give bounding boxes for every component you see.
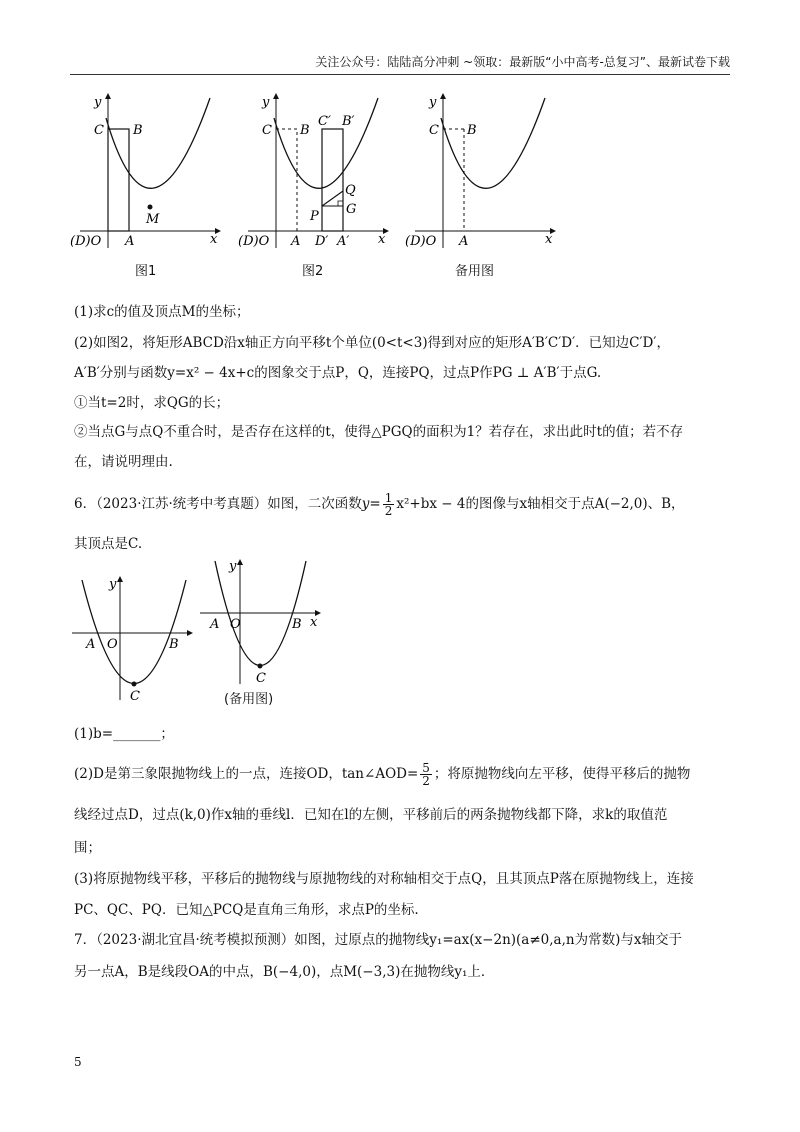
q6-tan-num: 5 [422, 761, 430, 775]
fig5-y-label: y [229, 559, 237, 574]
figure-2 [238, 88, 398, 253]
q5-part2-line2: A′B′分别与函数y=x² − 4x+c的图象交于点P，Q，连接PQ，过点P作PG ⊥ A′B′于点G. [74, 365, 602, 381]
q5-part3: ①当t=2时，求QG的长； [74, 395, 230, 411]
q5-part2-line1: (2)如图2，将矩形ABCD沿x轴正方向平移t个单位(0<t<3)得到对应的矩形A′B′C′D′．已知边C′D′， [74, 335, 670, 351]
fig2-y-label: y [262, 95, 270, 110]
fig2-label-Cp: C′ [318, 114, 331, 129]
figure-1 [70, 88, 230, 253]
fig2-label-Ap: A′ [337, 234, 350, 249]
fig2-label-A: A [291, 234, 301, 249]
figure-4 [70, 572, 195, 702]
fig5-caption: (备用图) [224, 692, 274, 707]
q6-frac-den: 2 [384, 504, 393, 518]
q6-part2-line2: 线经过点D，过点(k,0)作x轴的垂线l．已知在l的左侧，平移前后的两条抛物线都下降，求k的取值范 [74, 807, 668, 823]
q6-tan-frac [420, 762, 432, 787]
q6-frac [383, 492, 395, 517]
fig3-label-C: C [429, 123, 439, 138]
fig1-y-label: y [94, 95, 102, 110]
fig5-label-O: O [230, 617, 241, 632]
q6-frac-num: 1 [384, 491, 393, 505]
fig5-label-B: B [292, 617, 302, 632]
fig1-label-M: M [146, 212, 160, 227]
fig5-label-C: C [256, 671, 266, 686]
q6-part3-line2: PC、QC、PQ．已知△PCQ是直角三角形，求点P的坐标. [74, 902, 419, 918]
fig2-label-B: B [300, 123, 310, 138]
fig3-label-DO: (D)O [405, 234, 437, 249]
page-header [70, 52, 730, 75]
fig5-label-A: A [210, 617, 220, 632]
fig5-x-label: x [310, 615, 318, 630]
fig2-label-DO: (D)O [238, 234, 270, 249]
fig2-label-G: G [346, 202, 357, 217]
fig1-label-B: B [133, 123, 143, 138]
q5-part4-line2: 在，请说明理由. [74, 454, 173, 470]
fig1-label-C: C [94, 123, 104, 138]
fig4-label-A: A [86, 637, 96, 652]
fig3-label-B: B [467, 123, 477, 138]
q6-part3-line1: (3)将原抛物线平移，平移后的抛物线与原抛物线的对称轴相交于点Q，且其顶点P落在原抛物线上，连接 [74, 871, 694, 887]
q5-part4-line1: ②当点G与点Q不重合时，是否存在这样的t，使得△PGQ的面积为1？若存在，求出此时t的值；若不存 [74, 424, 684, 440]
q6-tan-den: 2 [422, 774, 430, 788]
fig1-x-label: x [210, 232, 218, 247]
q6-p2a-2: ；将原抛物线向左平移，使得平移后的抛物 [433, 766, 691, 782]
header-text: 关注公众号：陆陆高分冲刺 ~领取：最新版“小中高考-总复习”、最新试卷下载 [315, 55, 730, 69]
fig4-label-B: B [169, 637, 179, 652]
figure-3 [405, 88, 565, 253]
fig3-label-A: A [459, 234, 469, 249]
q6-intro-line1 [74, 492, 734, 517]
fig1-caption: 图1 [135, 264, 157, 279]
fig3-x-label: x [545, 232, 553, 247]
fig2-label-Q: Q [345, 183, 356, 198]
figure-5 [198, 556, 328, 686]
fig3-caption: 备用图 [455, 264, 495, 279]
q6-part2-line1 [74, 762, 734, 787]
fig2-label-Dp: D′ [315, 234, 329, 249]
fig4-label-C: C [130, 689, 140, 702]
fig4-label-O: O [107, 637, 118, 652]
q6-part1: (1)b=_______； [74, 726, 174, 742]
fig2-caption: 图2 [302, 264, 324, 279]
fig2-label-P: P [310, 209, 319, 224]
fig2-label-C: C [262, 123, 272, 138]
q6-intro-a: 6．（2023·江苏·统考中考真题）如图，二次函数 [74, 496, 362, 512]
q6-intro-b: x²+bx − 4的图像与x轴相交于点A(−2,0)、B， [396, 496, 685, 512]
q6-part2-line3: 围； [74, 840, 101, 856]
fig2-x-label: x [378, 232, 386, 247]
fig1-label-DO: (D)O [70, 234, 102, 249]
q7-line2: 另一点A，B是线段OA的中点，B(−4,0)，点M(−3,3)在抛物线y₁上． [74, 964, 495, 980]
q5-part1: (1)求c的值及顶点M的坐标； [74, 304, 250, 320]
q6-p2a-1: (2)D是第三象限抛物线上的一点，连接OD，tan∠AOD= [74, 766, 419, 782]
q6-intro-line2: 其顶点是C. [74, 536, 143, 552]
fig1-label-A: A [125, 234, 135, 249]
q6-intro-y: y= [361, 496, 381, 512]
fig4-y-label: y [109, 577, 117, 592]
q7-line1: 7．（2023·湖北宜昌·统考模拟预测）如图，过原点的抛物线y₁=ax(x−2n)(a≠0,a,n为常数)与x轴交于 [74, 932, 682, 948]
page-number: 5 [74, 1055, 82, 1069]
fig3-y-label: y [429, 95, 437, 110]
fig2-label-Bp: B′ [342, 114, 355, 129]
